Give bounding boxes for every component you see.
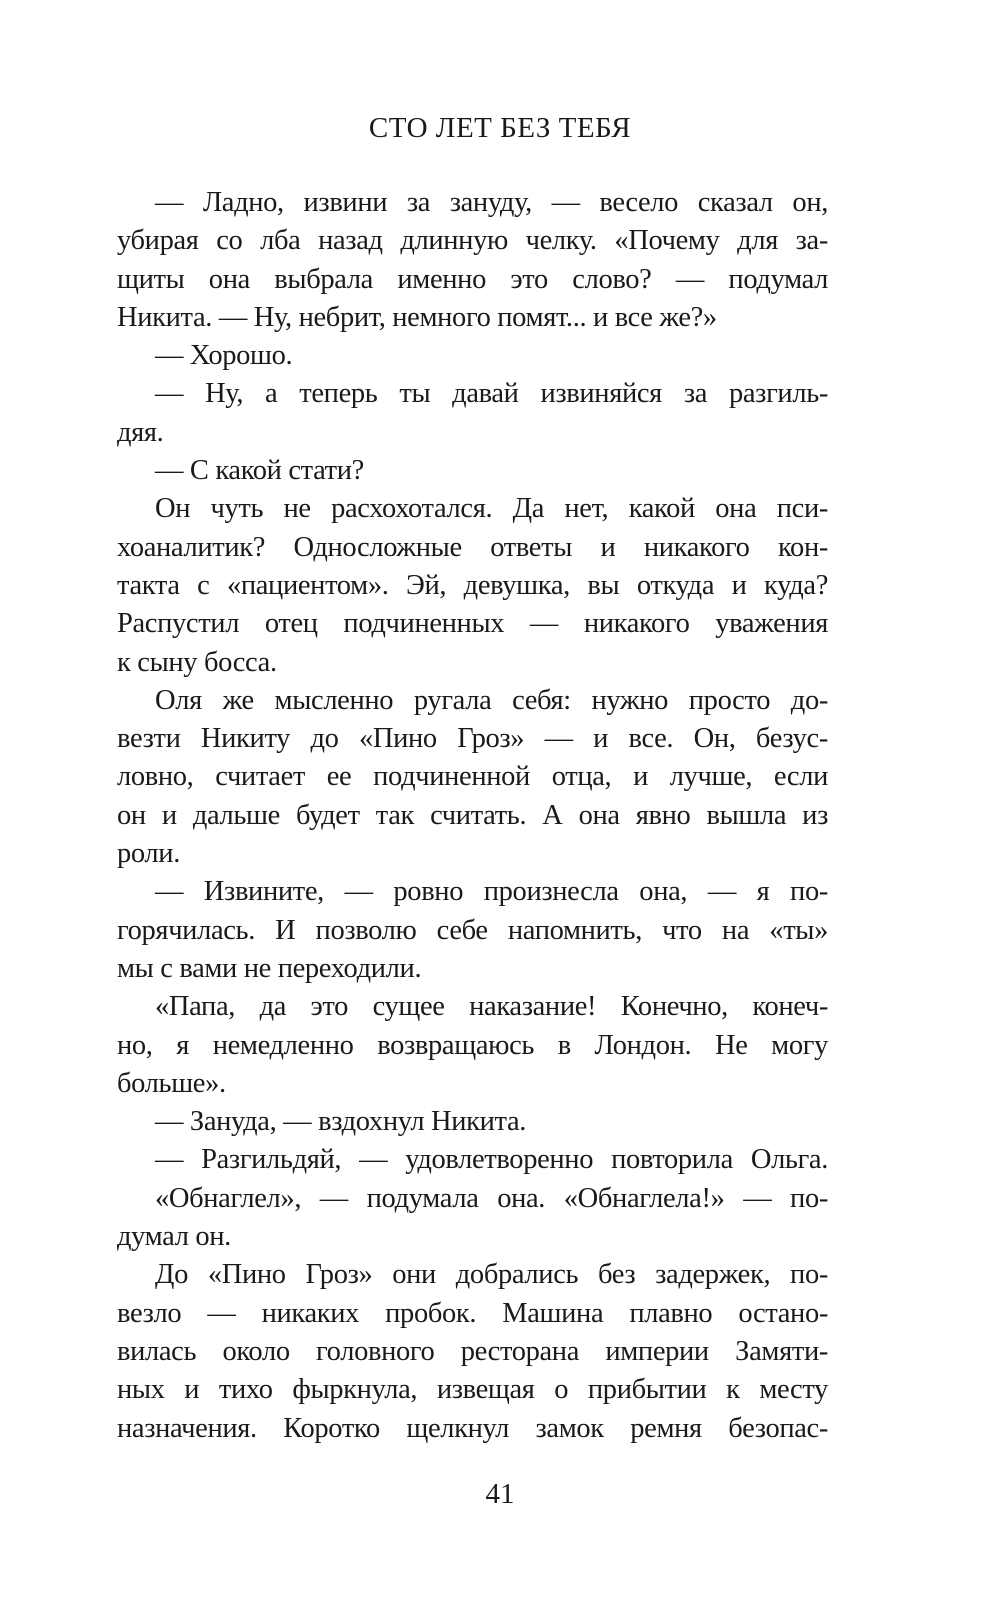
text-line: хоаналитик? Односложные ответы и никакого кон-	[117, 531, 828, 563]
text-line: вилась около головного ресторана империи Замяти-	[117, 1335, 828, 1367]
text-line: — Хорошо.	[155, 340, 293, 372]
text-line: «Папа, да это сущее наказание! Конечно, конеч-	[155, 991, 828, 1023]
text-line: щиты она выбрала именно это слово? — подумал	[117, 263, 828, 295]
text-line: убирая со лба назад длинную челку. «Почему для за-	[117, 225, 828, 257]
running-head: СТО ЛЕТ БЕЗ ТЕБЯ	[368, 112, 632, 144]
text-line: но, я немедленно возвращаюсь в Лондон. Не могу	[117, 1029, 828, 1061]
text-line: думал он.	[117, 1221, 231, 1253]
text-line: — Ну, а теперь ты давай извиняйся за разгиль-	[155, 378, 828, 410]
text-line: Распустил отец подчиненных — никакого уважения	[117, 608, 828, 640]
text-line: — С какой стати?	[155, 455, 364, 487]
text-line: назначения. Коротко щелкнул замок ремня безопас-	[117, 1412, 828, 1444]
page-number: 41	[485, 1478, 515, 1510]
text-line: — Ладно, извини за зануду, — весело сказал он,	[155, 187, 828, 218]
text-line: такта с «пациентом». Эй, девушка, вы откуда и куда?	[117, 569, 828, 601]
text-line: к сыну босса.	[117, 646, 277, 678]
text-line: горячилась. И позволю себе напомнить, что на «ты»	[117, 914, 828, 946]
text-line: везло — никаких пробок. Машина плавно остано-	[117, 1297, 828, 1329]
text-line: — Разгильдяй, — удовлетворенно повторила Ольга.	[155, 1144, 828, 1176]
text-line: Оля же мысленно ругала себя: нужно просто до-	[155, 684, 828, 716]
text-line: роли.	[117, 838, 180, 870]
body-text	[117, 184, 828, 1448]
text-line: «Обнаглел», — подумала она. «Обнаглела!» — по-	[155, 1182, 828, 1214]
text-line: ловно, считает ее подчиненной отца, и лучше, если	[117, 761, 828, 793]
text-line: Он чуть не расхохотался. Да нет, какой она пси-	[155, 493, 828, 525]
text-line: везти Никиту до «Пино Гроз» — и все. Он, безус-	[117, 723, 828, 755]
text-line: больше».	[117, 1067, 226, 1099]
text-line: Никита. — Ну, небрит, немного помят... и все же?»	[117, 301, 717, 333]
text-line: ных и тихо фыркнула, извещая о прибытии к месту	[117, 1374, 828, 1406]
text-line: дяя.	[117, 416, 164, 448]
text-line: — Зануда, — вздохнул Никита.	[155, 1106, 527, 1138]
text-line: он и дальше будет так считать. А она явно вышла из	[117, 799, 828, 831]
text-line: — Извините, — ровно произнесла она, — я по-	[155, 876, 828, 908]
text-line: мы с вами не переходили.	[117, 952, 422, 984]
text-line: До «Пино Гроз» они добрались без задержек, по-	[155, 1259, 828, 1291]
